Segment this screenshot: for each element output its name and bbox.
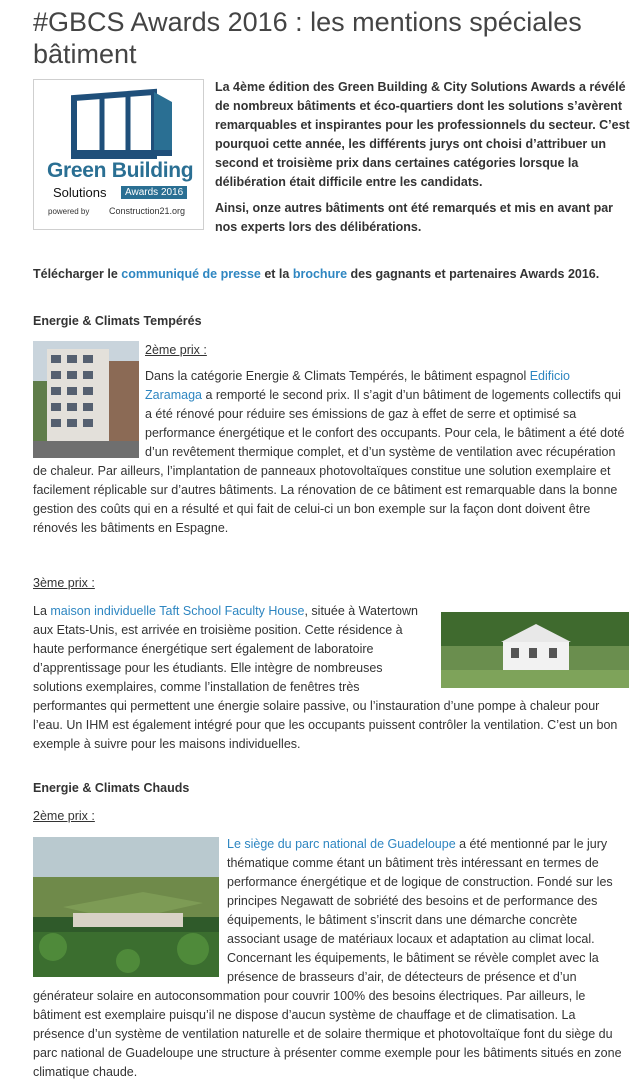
logo-brand: Construction21.org <box>109 206 186 216</box>
press-release-link[interactable]: communiqué de presse <box>121 267 261 281</box>
download-line <box>33 265 628 284</box>
section-heading-temperate: Energie & Climats Tempérés <box>33 314 202 328</box>
temperate-third-text: , située à Watertown aux Etats-Unis, est arrivée en troisième position. Cette résidence à haute performance énergétique sert également de laboratoire d’apprentissage pour les étudiants. Elle intègre de nombreuses solutions exemplaires, comme l’installation de fenêtres très performantes qui permettent une énergie solaire passive, ou l’instauration d’une pompe à chaleur pour l’eau. Un IHM est également intégré pour que les occupants puissent contrôler la ventilation. C’est un bon exemple à suivre pour les maisons individuelles. <box>33 604 618 751</box>
temperate-second-text: a remporté le second prix. Il s’agit d’un bâtiment de logements collectifs qui a été rénové pour réduire ses émissions de gaz à effet de serre et optimisé sa performance énergétique et le confort des occupants. Pour cela, le bâtiment a été doté d’un revêtement thermique complet, et d’un système de ventilation avec récupération de chaleur. Par ailleurs, l’implantation de panneaux photovoltaïques constitue une solution exemplaire et facilement réplicable sur d’autres bâtiments. La rénovation de ce bâtiment est remarquable dans la bonne gestion des coûts qui en a résulté et qui fait de celui-ci un bon exemple sur la façon dont doivent être rénovés les bâtiments en Espagne. <box>33 388 625 535</box>
edificio-zaramaga-link[interactable]: Edificio Zaramaga <box>145 369 570 402</box>
building-logo-icon <box>34 80 205 160</box>
edificio-zaramaga-photo <box>33 341 139 458</box>
intro-paragraph-1: La 4ème édition des Green Building & City Solutions Awards a révélé de nombreux bâtiments et éco-quartiers dont les solutions s’avèrent remarquables et inspirantes pour les professionnels du secteur. C’est pourquoi cette année, les différents jurys ont choisi d’attribuer un second et troisième prix dans certaines catégories lorsque la délibération était difficile entre les candidats. <box>215 80 630 189</box>
intro-text <box>215 78 630 244</box>
logo-powered: powered by <box>48 207 90 216</box>
brochure-link[interactable]: brochure <box>292 267 348 281</box>
temperate-third-prize <box>33 574 629 754</box>
page-title: #GBCS Awards 2016 : les mentions spéciales bâtiment <box>33 7 582 69</box>
green-building-solutions-logo <box>33 79 204 230</box>
logo-subtitle: Solutions <box>53 185 107 200</box>
hot-second-text: a été mentionné par le jury thématique comme étant un bâtiment très intéressant en termes de performance énergétique et de logique de construction. Fondé sur les principes Negawatt de sobriété des besoins et de performance des équipements, le bâtiment s’inscrit dans une démarche concrète associant usage de matériaux locaux et adaptation au climat local. Concernant les équipements, le bâtiment se révèle complet avec la présence de brasseurs d’air, de détecteurs de présence et d’un générateur solaire en autoconsommation pour couvrir 100% des besoins électriques. Par ailleurs, le bâtiment est exemplaire puisqu’il ne dispose d’aucun système de chauffage et de climatisation. La présence d’un système de ventilation naturelle et de solaire thermique et photovoltaïque font du siège du parc national de Guadeloupe une structure à présenter comme exemple pour les bâtiments situés en zone climatique chaude. <box>33 837 622 1079</box>
hot-second-label: 2ème prix : <box>33 809 95 823</box>
logo-title: Green Building <box>47 159 194 182</box>
download-middle: et la <box>260 267 293 281</box>
temperate-second-label: 2ème prix : <box>145 343 207 357</box>
section-heading-hot: Energie & Climats Chauds <box>33 781 190 795</box>
download-suffix: des gagnants et partenaires Awards 2016. <box>347 267 600 281</box>
guadeloupe-park-link[interactable]: Le siège du parc national de Guadeloupe <box>227 837 456 851</box>
temperate-second-pre: Dans la catégorie Energie & Climats Tempérés, le bâtiment espagnol <box>145 369 530 383</box>
download-prefix: Télécharger le <box>33 267 122 281</box>
temperate-third-pre: La <box>33 604 51 618</box>
temperate-third-label: 3ème prix : <box>33 576 95 590</box>
intro-paragraph-2: Ainsi, onze autres bâtiments ont été remarqués et mis en avant par nos experts lors des délibérations. <box>215 201 614 234</box>
temperate-second-prize <box>33 341 629 538</box>
logo-badge: Awards 2016 <box>121 186 187 199</box>
taft-school-link[interactable]: maison individuelle Taft School Faculty House <box>50 604 305 618</box>
taft-school-house-photo <box>441 612 629 688</box>
guadeloupe-park-hq-photo <box>33 837 219 977</box>
hot-second-prize <box>33 807 629 1082</box>
